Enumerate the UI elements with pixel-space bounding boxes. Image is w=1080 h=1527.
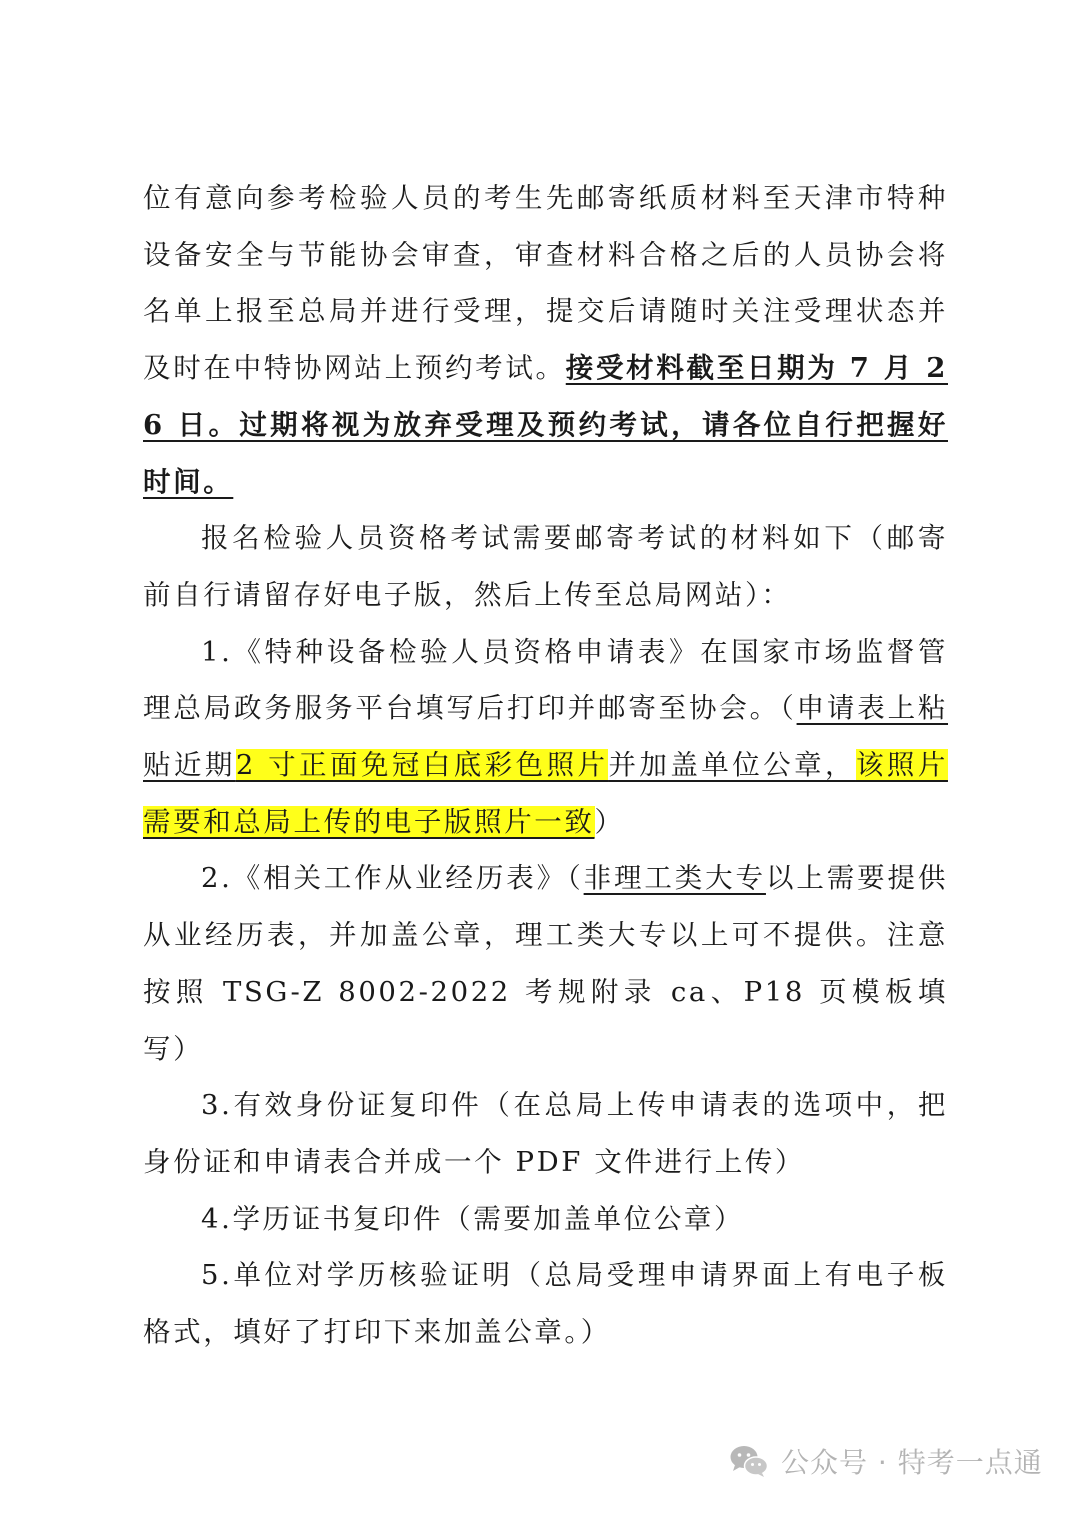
paragraph-materials-intro: 报名检验人员资格考试需要邮寄考试的材料如下（邮寄前自行请留存好电子版，然后上传至总局网站）： xyxy=(143,522,948,611)
item2-rest: 以上需要提供从业经历表，并加盖公章，理工类大专以上可不提供。注意按照 TSG-Z 8002-2022 考规附录 ca、P18 页模板填写） xyxy=(143,862,948,1065)
item1-underlined-text: 申请表上粘贴近期 xyxy=(143,692,949,782)
item1-text: 1.《特种设备检验人员资格申请表》在国家市场监督管理总局政务服务平台填写后打印并邮寄至协会。（ xyxy=(143,635,948,725)
list-item-5: 5.单位对学历核验证明（总局受理申请界面上有电子板格式，填好了打印下来加盖公章。） xyxy=(143,1259,948,1349)
item1-highlight-consistency: 该照片需要和总局上传的电子版照片一致 xyxy=(143,749,948,838)
deadline-notice: 接受材料截至日期为 7 月 26 日。过期将视为放弃受理及预约考试，请各位自行把握好时间。 xyxy=(143,352,948,498)
list-item-3: 3.有效身份证复印件（在总局上传申请表的选项中，把身份证和申请表合并成一个 PDF 文件进行上传） xyxy=(143,1089,948,1178)
list-item-2 xyxy=(143,850,948,1077)
item1-underlined-seal: 并加盖单位公章， xyxy=(608,749,856,782)
wechat-watermark xyxy=(729,1436,1043,1486)
document-body xyxy=(143,170,948,1361)
wechat-icon xyxy=(729,1444,769,1478)
list-item-4: 4.学历证书复印件（需要加盖单位公章） xyxy=(201,1202,745,1235)
watermark-text: 公众号 · 特考一点通 xyxy=(781,1446,1043,1479)
item1-close-paren: ） xyxy=(594,805,625,838)
paragraph-submission-notice xyxy=(143,170,948,510)
list-item-1 xyxy=(143,624,948,851)
submission-notice-text: 位有意向参考检验人员的考生先邮寄纸质材料至天津市特种设备安全与节能协会审查，审查材料合格之后的人员协会将名单上报至总局并进行受理，提交后请随时关注受理状态并及时在中特协网站上预约考试。 xyxy=(143,182,948,385)
item1-highlight-photo: 2 寸正面免冠白底彩色照片 xyxy=(235,749,609,782)
item2-underlined-text: 非理工类大专 xyxy=(583,862,766,895)
item2-text: 2.《相关工作从业经历表》（ xyxy=(201,862,584,895)
